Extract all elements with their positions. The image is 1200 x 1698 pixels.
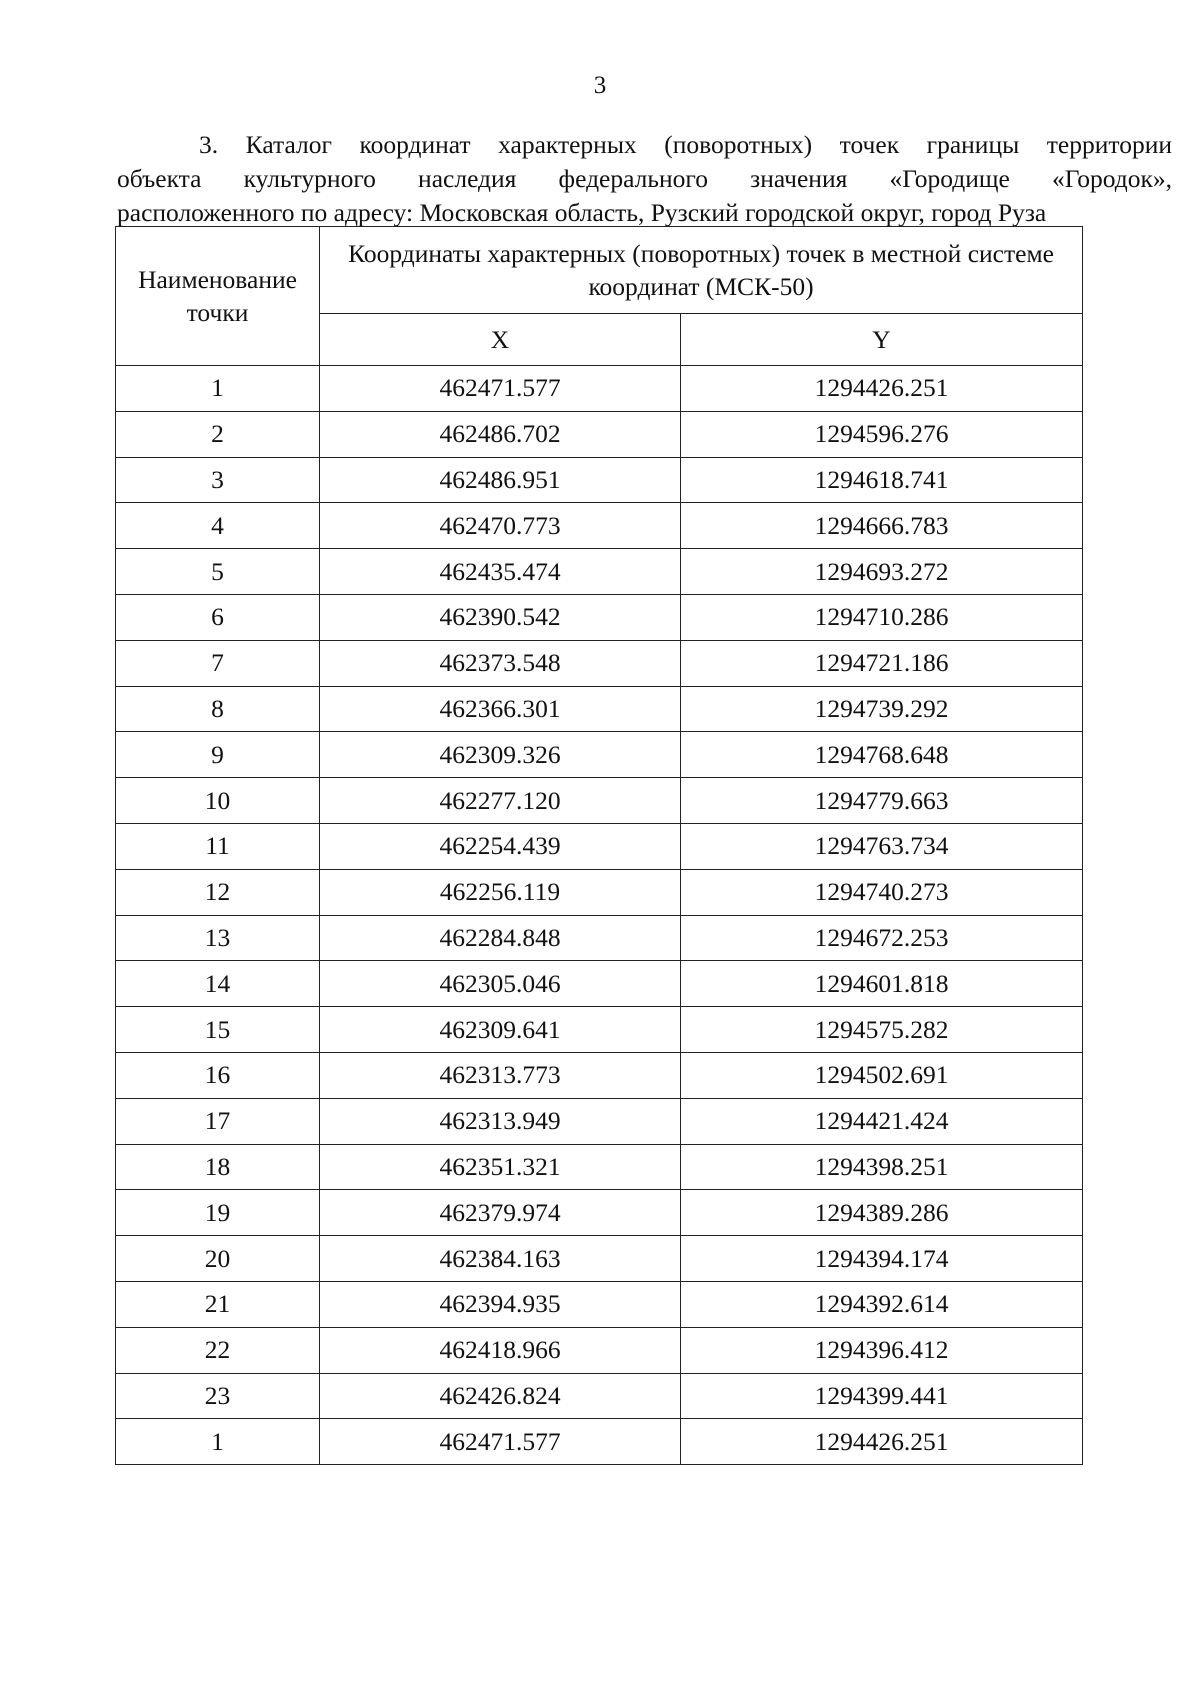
point-name-cell: 13 — [116, 915, 320, 961]
y-coordinate-cell: 1294779.663 — [681, 778, 1083, 824]
x-coordinate-cell: 462305.046 — [320, 961, 681, 1007]
table-row — [116, 457, 1083, 503]
x-coordinate-cell: 462418.966 — [320, 1327, 681, 1373]
point-name-cell: 17 — [116, 1098, 320, 1144]
x-coordinate-cell: 462284.848 — [320, 915, 681, 961]
table-row — [116, 1419, 1083, 1465]
y-coordinate-cell: 1294618.741 — [681, 457, 1083, 503]
point-name-cell: 6 — [116, 594, 320, 640]
table-row — [116, 1236, 1083, 1282]
table-row — [116, 961, 1083, 1007]
y-coordinate-cell: 1294398.251 — [681, 1144, 1083, 1190]
x-coordinate-cell: 462309.326 — [320, 732, 681, 778]
y-coordinate-cell: 1294693.272 — [681, 549, 1083, 595]
table-row — [116, 594, 1083, 640]
point-name-cell: 10 — [116, 778, 320, 824]
point-name-cell: 9 — [116, 732, 320, 778]
y-coordinate-cell: 1294768.648 — [681, 732, 1083, 778]
y-coordinate-cell: 1294426.251 — [681, 366, 1083, 412]
point-name-cell: 20 — [116, 1236, 320, 1282]
table-row — [116, 1327, 1083, 1373]
catalog-heading — [117, 128, 1172, 230]
y-coordinate-cell: 1294601.818 — [681, 961, 1083, 1007]
coordinates-table — [115, 226, 1083, 1465]
point-name-cell: 11 — [116, 823, 320, 869]
table-row — [116, 1052, 1083, 1098]
point-name-cell: 1 — [116, 366, 320, 412]
table-row — [116, 411, 1083, 457]
x-coordinate-cell: 462471.577 — [320, 1419, 681, 1465]
table-row — [116, 778, 1083, 824]
x-coordinate-cell: 462379.974 — [320, 1190, 681, 1236]
y-coordinate-cell: 1294502.691 — [681, 1052, 1083, 1098]
point-name-cell: 15 — [116, 1007, 320, 1053]
x-coordinate-cell: 462471.577 — [320, 366, 681, 412]
y-coordinate-cell: 1294396.412 — [681, 1327, 1083, 1373]
table-row — [116, 915, 1083, 961]
coordinates-header: Координаты характерных (поворотных) точек в местной системе координат (МСК-50) — [320, 227, 1083, 314]
point-name-cell: 1 — [116, 1419, 320, 1465]
y-coordinate-cell: 1294763.734 — [681, 823, 1083, 869]
point-name-cell: 14 — [116, 961, 320, 1007]
y-coordinate-cell: 1294421.424 — [681, 1098, 1083, 1144]
table-row — [116, 1373, 1083, 1419]
x-coordinate-cell: 462254.439 — [320, 823, 681, 869]
x-coordinate-cell: 462426.824 — [320, 1373, 681, 1419]
y-coordinate-cell: 1294399.441 — [681, 1373, 1083, 1419]
table-row — [116, 503, 1083, 549]
table-row — [116, 869, 1083, 915]
point-name-cell: 19 — [116, 1190, 320, 1236]
table-row — [116, 732, 1083, 778]
y-coordinate-cell: 1294740.273 — [681, 869, 1083, 915]
x-coordinate-cell: 462470.773 — [320, 503, 681, 549]
x-coordinate-cell: 462486.951 — [320, 457, 681, 503]
point-name-cell: 7 — [116, 640, 320, 686]
page-number: 3 — [593, 72, 607, 99]
x-coordinate-cell: 462394.935 — [320, 1281, 681, 1327]
point-name-cell: 22 — [116, 1327, 320, 1373]
point-name-cell: 3 — [116, 457, 320, 503]
heading-line-3: расположенного по адресу: Московская область, Рузский городской округ, город Руза — [117, 198, 1047, 227]
table-row — [116, 1281, 1083, 1327]
point-name-cell: 21 — [116, 1281, 320, 1327]
table-row — [116, 1190, 1083, 1236]
x-coordinate-cell: 462366.301 — [320, 686, 681, 732]
y-column-header: Y — [681, 314, 1083, 366]
x-coordinate-cell: 462309.641 — [320, 1007, 681, 1053]
point-name-cell: 2 — [116, 411, 320, 457]
x-coordinate-cell: 462313.949 — [320, 1098, 681, 1144]
heading-line-1: 3. Каталог координат характерных (поворотных) точек границы территории — [199, 130, 1172, 159]
table-row — [116, 823, 1083, 869]
table-row — [116, 640, 1083, 686]
y-coordinate-cell: 1294389.286 — [681, 1190, 1083, 1236]
table-row — [116, 1144, 1083, 1190]
x-coordinate-cell: 462390.542 — [320, 594, 681, 640]
y-coordinate-cell: 1294394.174 — [681, 1236, 1083, 1282]
y-coordinate-cell: 1294739.292 — [681, 686, 1083, 732]
y-coordinate-cell: 1294710.286 — [681, 594, 1083, 640]
x-coordinate-cell: 462313.773 — [320, 1052, 681, 1098]
y-coordinate-cell: 1294672.253 — [681, 915, 1083, 961]
x-coordinate-cell: 462277.120 — [320, 778, 681, 824]
y-coordinate-cell: 1294596.276 — [681, 411, 1083, 457]
x-coordinate-cell: 462486.702 — [320, 411, 681, 457]
x-coordinate-cell: 462256.119 — [320, 869, 681, 915]
table-row — [116, 686, 1083, 732]
point-name-cell: 8 — [116, 686, 320, 732]
y-coordinate-cell: 1294575.282 — [681, 1007, 1083, 1053]
point-name-cell: 18 — [116, 1144, 320, 1190]
point-name-cell: 16 — [116, 1052, 320, 1098]
y-coordinate-cell: 1294392.614 — [681, 1281, 1083, 1327]
point-name-cell: 12 — [116, 869, 320, 915]
y-coordinate-cell: 1294666.783 — [681, 503, 1083, 549]
point-name-cell: 4 — [116, 503, 320, 549]
y-coordinate-cell: 1294721.186 — [681, 640, 1083, 686]
table-row — [116, 1007, 1083, 1053]
table-header-row — [116, 227, 1083, 314]
x-coordinate-cell: 462373.548 — [320, 640, 681, 686]
x-coordinate-cell: 462384.163 — [320, 1236, 681, 1282]
point-name-header: Наименование точки — [116, 227, 320, 366]
table-body — [116, 366, 1083, 1465]
x-coordinate-cell: 462435.474 — [320, 549, 681, 595]
point-name-cell: 5 — [116, 549, 320, 595]
table-row — [116, 549, 1083, 595]
table-row — [116, 1098, 1083, 1144]
x-column-header: X — [320, 314, 681, 366]
table-row — [116, 366, 1083, 412]
x-coordinate-cell: 462351.321 — [320, 1144, 681, 1190]
heading-line-2: объекта культурного наследия федерального значения «Городище «Городок», — [117, 164, 1172, 193]
point-name-cell: 23 — [116, 1373, 320, 1419]
y-coordinate-cell: 1294426.251 — [681, 1419, 1083, 1465]
